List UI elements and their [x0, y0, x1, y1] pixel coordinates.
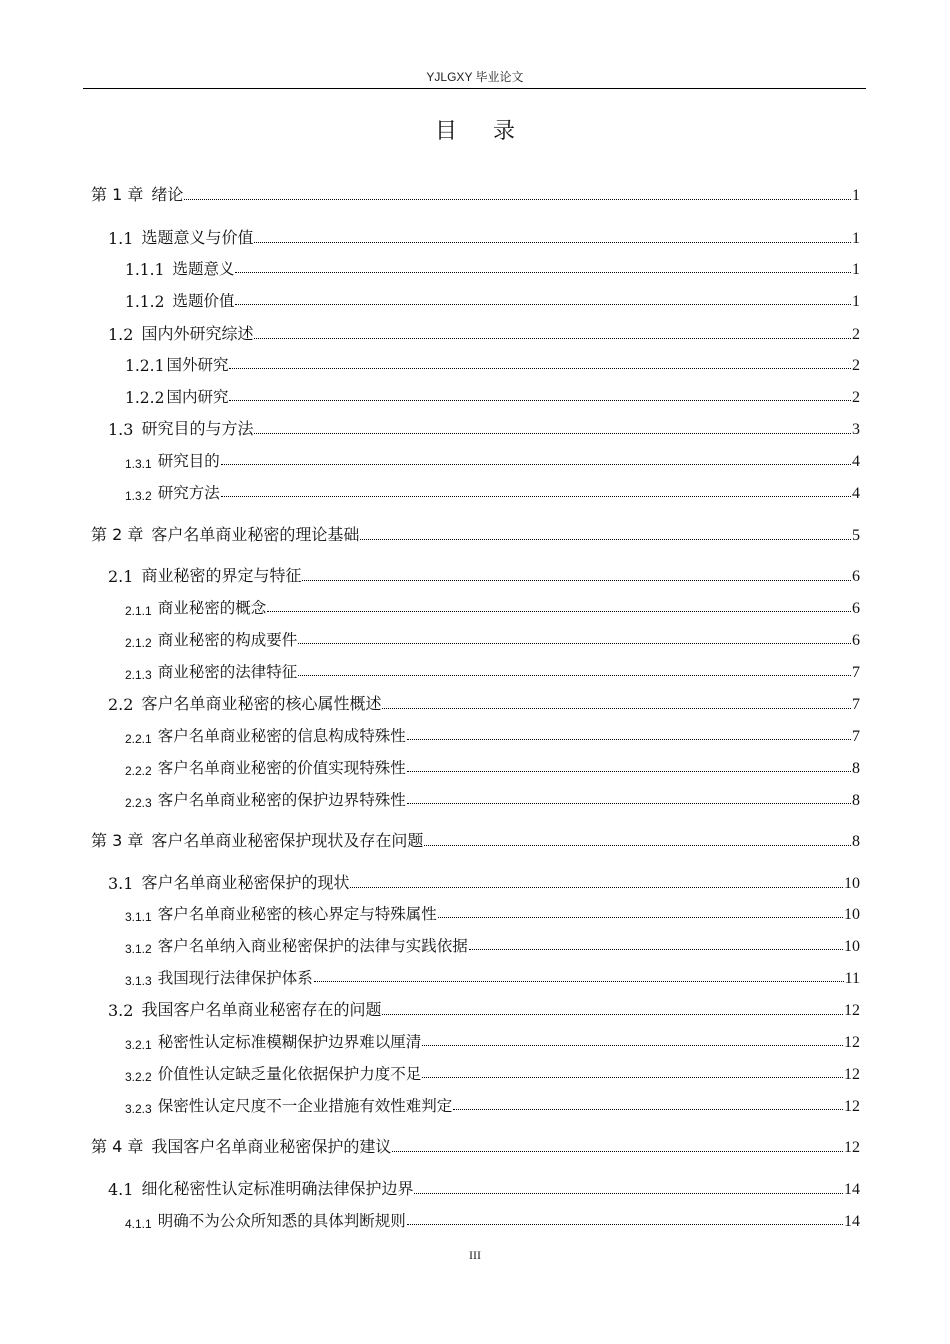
toc-entry-page: 3	[852, 421, 860, 438]
toc-entry-number: 3.1.1	[125, 910, 152, 924]
toc-entry[interactable]	[125, 1028, 860, 1052]
toc-entry[interactable]	[125, 1207, 860, 1231]
toc-entry-title: 客户名单商业秘密保护现状及存在问题	[151, 831, 424, 850]
dot-leader	[221, 496, 851, 497]
toc-entry[interactable]	[125, 900, 860, 924]
toc-entry-page: 14	[844, 1213, 860, 1230]
toc-entry-page: 10	[844, 875, 860, 892]
dot-leader	[407, 739, 851, 740]
toc-entry-title: 选题意义	[172, 260, 235, 278]
toc-entry-page: 8	[852, 760, 860, 777]
toc-entry-number: 4.1	[108, 1180, 134, 1199]
dot-leader	[382, 1014, 843, 1015]
header-rule	[83, 88, 866, 89]
toc-entry-number: 1.2.2	[125, 389, 165, 407]
toc-entry-number: 1.3.1	[125, 457, 152, 471]
toc-entry-number: 4.1.1	[125, 1217, 152, 1231]
toc-entry-page: 12	[844, 1139, 860, 1156]
toc-entry-title: 国内研究	[166, 388, 229, 406]
dot-leader	[392, 1151, 843, 1152]
toc-entry[interactable]	[108, 869, 860, 893]
toc-entry-page: 12	[844, 1002, 860, 1019]
toc-entry-title: 秘密性认定标准模糊保护边界难以厘清	[157, 1033, 422, 1051]
dot-leader	[267, 611, 851, 612]
toc-entry-title: 客户名单商业秘密的信息构成特殊性	[157, 727, 406, 745]
toc-entry-number: 2.2	[108, 695, 134, 714]
toc-entry-title: 我国客户名单商业秘密存在的问题	[141, 1000, 382, 1019]
dot-leader	[229, 400, 851, 401]
toc-entry-title: 商业秘密的构成要件	[157, 631, 298, 649]
dot-leader	[314, 981, 844, 982]
toc-entry-number: 2.1.1	[125, 604, 152, 618]
toc-entry-title: 选题价值	[172, 292, 235, 310]
toc-entry-page: 14	[844, 1181, 860, 1198]
toc-entry[interactable]	[125, 786, 860, 810]
toc-entry-number: 1.1	[108, 229, 134, 248]
toc-entry[interactable]	[108, 1175, 860, 1199]
toc-entry-page: 6	[852, 600, 860, 617]
toc-entry-title: 客户名单商业秘密的核心属性概述	[141, 694, 382, 713]
dot-leader	[414, 1193, 843, 1194]
toc-entry-number: 3.2	[108, 1001, 134, 1020]
toc-entry-title: 商业秘密的法律特征	[157, 663, 298, 681]
toc-entry[interactable]	[125, 626, 860, 650]
dot-leader	[229, 368, 851, 369]
toc-entry[interactable]	[125, 447, 860, 471]
toc-entry[interactable]	[125, 594, 860, 618]
toc-entry[interactable]	[91, 1133, 860, 1157]
dot-leader	[254, 338, 851, 339]
toc-entry[interactable]	[125, 287, 860, 311]
toc-entry-number: 3.2.3	[125, 1102, 152, 1116]
toc-entry-number: 1.1.1	[125, 261, 165, 279]
page-number: III	[469, 1248, 481, 1262]
toc-entry-page: 8	[852, 792, 860, 809]
toc-entry-number: 3.1.3	[125, 974, 152, 988]
toc-entry[interactable]	[125, 932, 860, 956]
dot-leader	[350, 887, 843, 888]
toc-entry-title: 我国现行法律保护体系	[157, 969, 313, 987]
toc-entry[interactable]	[91, 181, 860, 205]
toc-entry[interactable]	[125, 658, 860, 682]
toc-entry[interactable]	[125, 964, 860, 988]
toc-entry-page: 6	[852, 632, 860, 649]
toc-entry[interactable]	[108, 320, 860, 344]
toc-entry-page: 1	[852, 230, 860, 247]
toc-entry-number: 2.2.3	[125, 796, 152, 810]
toc-entry-title: 客户名单商业秘密的理论基础	[151, 525, 360, 544]
toc-entry-page: 10	[844, 906, 860, 923]
toc-entry-number: 3.2.1	[125, 1038, 152, 1052]
toc-entry-number: 2.1	[108, 567, 134, 586]
toc-entry-title: 国内外研究综述	[141, 324, 254, 343]
dot-leader	[422, 1045, 843, 1046]
toc-entry-number: 2.1.2	[125, 636, 152, 650]
toc-entry-title: 客户名单商业秘密的价值实现特殊性	[157, 759, 406, 777]
dot-leader	[360, 539, 851, 540]
toc-entry-page: 10	[844, 938, 860, 955]
toc-entry-page: 2	[852, 389, 860, 406]
dot-leader	[221, 464, 851, 465]
toc-entry-number: 1.2	[108, 325, 134, 344]
dot-leader	[407, 1224, 843, 1225]
dot-leader	[254, 433, 851, 434]
toc-entry-page: 2	[852, 357, 860, 374]
dot-leader	[298, 675, 851, 676]
toc-entry[interactable]	[125, 479, 860, 503]
dot-leader	[184, 199, 851, 200]
toc-entry[interactable]	[125, 754, 860, 778]
toc-entry[interactable]	[108, 224, 860, 248]
dot-leader	[254, 242, 851, 243]
toc-entry-page: 1	[852, 187, 860, 204]
toc-entry-title: 研究方法	[157, 484, 220, 502]
toc-entry[interactable]	[108, 690, 860, 714]
dot-leader	[469, 949, 843, 950]
dot-leader	[382, 708, 851, 709]
toc-entry-page: 4	[852, 485, 860, 502]
toc-entry-number: 2.2.1	[125, 732, 152, 746]
toc-entry-number: 3.2.2	[125, 1070, 152, 1084]
dot-leader	[302, 580, 851, 581]
toc-entry-title: 客户名单商业秘密的核心界定与特殊属性	[157, 905, 437, 923]
toc-entry-number: 3.1.2	[125, 942, 152, 956]
toc-entry[interactable]	[91, 521, 860, 545]
dot-leader	[298, 643, 851, 644]
toc-entry[interactable]	[108, 996, 860, 1020]
toc-entry-title: 研究目的与方法	[141, 419, 254, 438]
toc-entry-title: 保密性认定尺度不一企业措施有效性难判定	[157, 1097, 453, 1115]
toc-entry-title: 研究目的	[157, 452, 220, 470]
toc-entry-title: 明确不为公众所知悉的具体判断规则	[157, 1212, 406, 1230]
toc-entry-title: 价值性认定缺乏量化依据保护力度不足	[157, 1065, 422, 1083]
toc-entry-title: 绪论	[151, 185, 184, 204]
toc-entry-title: 客户名单商业秘密保护的现状	[141, 873, 350, 892]
toc-entry-title: 细化秘密性认定标准明确法律保护边界	[141, 1179, 414, 1198]
toc-entry-number: 2.2.2	[125, 764, 152, 778]
toc-entry-title: 客户名单纳入商业秘密保护的法律与实践依据	[157, 937, 468, 955]
toc-entry-number: 1.3.2	[125, 489, 152, 503]
toc-entry-page: 5	[852, 527, 860, 544]
toc-entry[interactable]	[125, 383, 860, 407]
toc-entry[interactable]	[125, 1060, 860, 1084]
toc-entry-page: 7	[852, 696, 860, 713]
dot-leader	[424, 845, 851, 846]
toc-entry-page: 11	[844, 970, 860, 987]
toc-entry-title: 选题意义与价值	[141, 228, 254, 247]
toc-entry-number: 第 2 章	[91, 525, 144, 544]
toc-entry[interactable]	[125, 722, 860, 746]
toc-entry-page: 4	[852, 453, 860, 470]
dot-leader	[407, 771, 851, 772]
toc-entry-page: 1	[852, 293, 860, 310]
toc-entry-page: 6	[852, 568, 860, 585]
toc-entry-page: 7	[852, 728, 860, 745]
toc-entry-number: 1.3	[108, 420, 134, 439]
toc-entry-page: 7	[852, 664, 860, 681]
toc-entry-number: 3.1	[108, 874, 134, 893]
toc-entry-title: 国外研究	[166, 356, 229, 374]
toc-entry-number: 第 3 章	[91, 831, 144, 850]
toc-entry-page: 1	[852, 261, 860, 278]
dot-leader	[422, 1077, 843, 1078]
toc-entry-page: 8	[852, 833, 860, 850]
dot-leader	[438, 917, 843, 918]
toc-entry[interactable]	[108, 415, 860, 439]
toc-entry[interactable]	[125, 351, 860, 375]
dot-leader	[235, 304, 851, 305]
dot-leader	[235, 272, 851, 273]
toc-entry-title: 客户名单商业秘密的保护边界特殊性	[157, 791, 406, 809]
toc-entry-number: 1.2.1	[125, 357, 165, 375]
page-header: YJLGXY 毕业论文	[426, 70, 524, 84]
toc-entry[interactable]	[125, 255, 860, 279]
toc-entry-title: 商业秘密的界定与特征	[141, 566, 302, 585]
dot-leader	[453, 1109, 843, 1110]
toc-entry-page: 12	[844, 1098, 860, 1115]
toc-entry[interactable]	[91, 827, 860, 851]
dot-leader	[407, 803, 851, 804]
toc-entry-number: 2.1.3	[125, 668, 152, 682]
toc-entry-number: 第 1 章	[91, 185, 144, 204]
toc-entry-page: 12	[844, 1066, 860, 1083]
toc-entry-number: 第 4 章	[91, 1137, 144, 1156]
toc-title: 目录	[434, 119, 551, 144]
toc-entry[interactable]	[108, 562, 860, 586]
toc-entry-number: 1.1.2	[125, 293, 165, 311]
toc-entry-title: 我国客户名单商业秘密保护的建议	[151, 1137, 392, 1156]
toc-entry-title: 商业秘密的概念	[157, 599, 267, 617]
toc-entry-page: 12	[844, 1034, 860, 1051]
toc-entry-page: 2	[852, 326, 860, 343]
toc-entry[interactable]	[125, 1092, 860, 1116]
